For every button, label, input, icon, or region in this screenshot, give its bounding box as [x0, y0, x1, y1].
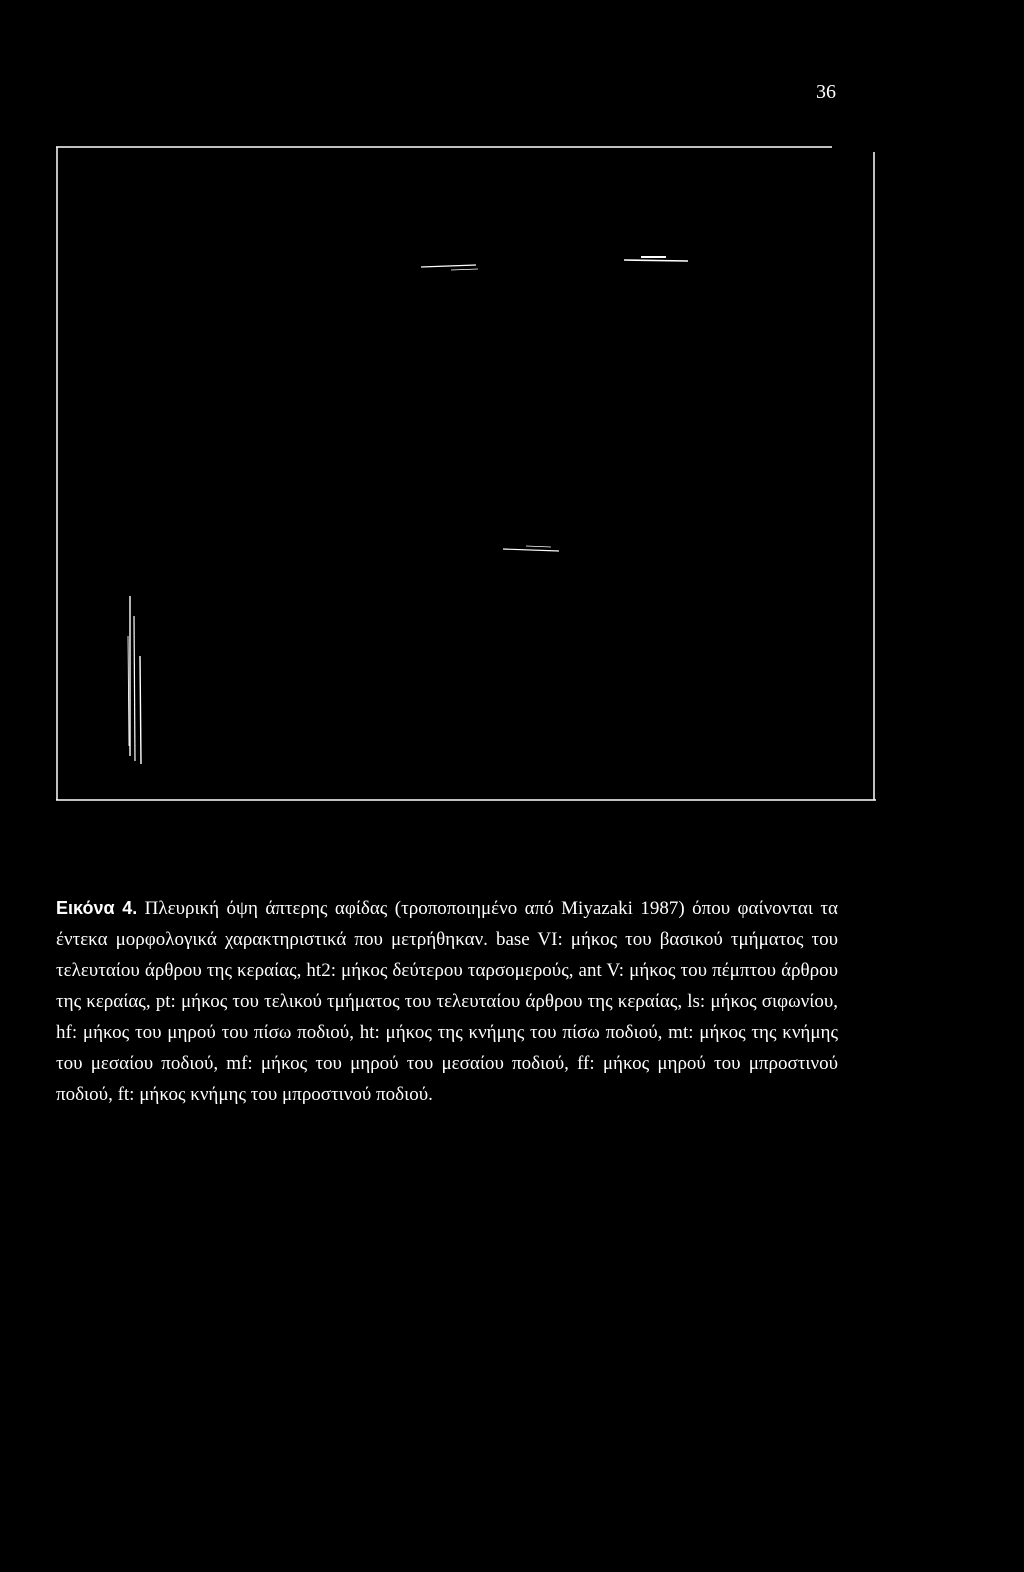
- figure-image: [56, 146, 876, 801]
- figure-drawing: [56, 146, 876, 801]
- drawing-stroke: [526, 546, 551, 547]
- drawing-stroke: [128, 636, 129, 746]
- drawing-stroke: [503, 549, 559, 551]
- figure-caption: [56, 893, 838, 1110]
- caption-text: Πλευρική όψη άπτερης αφίδας (τροποποιημένο από Miyazaki 1987) όπου φαίνονται τα έντεκα μορφολογικά χαρακτηριστικά που μετρήθηκαν. base VI: μήκος του βασικού τμήματος του τελευταίου άρθρου της κεραίας, ht2: μήκος δεύτερου ταρσομερούς, ant V: μήκος του πέμπτου άρθρου της κεραίας, pt: μήκος του τελικού τμήματος του τελευταίου άρθρου της κεραίας, ls: μήκος σιφωνίου, hf: μήκος του μηρού του πίσω ποδιού, ht: μήκος της κνήμης του πίσω ποδιού, mt: μήκος της κνήμης του μεσαίου ποδιού, mf: μήκος του μηρού του μεσαίου ποδιού, ff: μήκος μηρού του μπροστινού ποδιού, ft: μήκος κνήμης του μπροστινού ποδιού.: [56, 898, 839, 1105]
- drawing-stroke: [451, 269, 478, 270]
- drawing-stroke: [140, 656, 141, 764]
- page-number: 36: [816, 81, 836, 103]
- drawing-stroke: [421, 265, 476, 267]
- caption-label: Εικόνα 4.: [56, 898, 138, 918]
- drawing-stroke: [134, 616, 135, 761]
- drawing-stroke: [624, 260, 688, 261]
